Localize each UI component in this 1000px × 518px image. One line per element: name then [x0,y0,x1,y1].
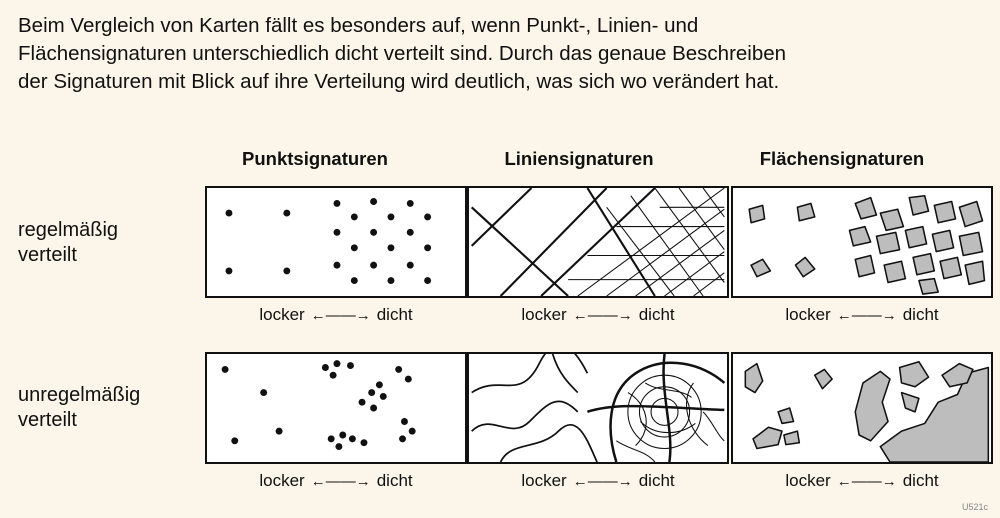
scale-label-dense: dicht [638,471,675,490]
row-label-irregular-line2: verteilt [18,409,77,431]
scale-label-dense: dicht [902,471,939,490]
double-arrow-icon: ←——→ [836,307,897,324]
panel-areas-irregular [731,352,993,464]
points-regular-graphic [207,188,465,296]
double-arrow-icon: ←——→ [310,307,371,324]
row-label-regular-line1: regelmäßig [18,219,119,241]
scale-label-loose: locker [521,305,567,324]
scale-lines-regular [467,305,729,325]
areas-irregular-graphic [733,354,991,462]
row-label-regular [18,218,118,268]
scale-label-loose: locker [521,471,567,490]
double-arrow-icon: ←——→ [310,473,371,490]
scale-points-irregular [205,471,467,491]
scale-label-loose: locker [785,471,831,490]
double-arrow-icon: ←——→ [836,473,897,490]
scale-lines-irregular [467,471,729,491]
column-heading-areas: Flächensignaturen [759,148,925,169]
row-label-regular-line2: verteilt [18,244,77,266]
double-arrow-icon: ←——→ [572,307,633,324]
scale-areas-regular [731,305,993,325]
intro-line-3: der Signaturen mit Blick auf ihre Verteilung wird deutlich, was sich wo verändert hat. [18,70,780,93]
scale-label-loose: locker [259,471,305,490]
lines-regular-graphic [469,188,727,296]
scale-label-loose: locker [785,305,831,324]
intro-line-2: Flächensignaturen unterschiedlich dicht verteilt sind. Durch das genaue Beschreiben [18,42,787,65]
row-label-irregular-line1: unregelmäßig [18,384,141,406]
panel-points-regular [205,186,467,298]
points-irregular-graphic [207,354,465,462]
scale-label-dense: dicht [902,305,939,324]
scale-label-loose: locker [259,305,305,324]
intro-line-1: Beim Vergleich von Karten fällt es besonders auf, wenn Punkt-, Linien- und [18,14,699,37]
scale-label-dense: dicht [376,305,413,324]
intro-text [18,12,978,96]
panel-lines-irregular [467,352,729,464]
image-code: U521c [961,502,988,512]
panel-points-irregular [205,352,467,464]
column-heading-lines: Liniensignaturen [504,148,654,169]
scale-points-regular [205,305,467,325]
column-heading-points: Punktsignaturen [242,148,388,169]
areas-regular-graphic [733,188,991,296]
scale-label-dense: dicht [638,305,675,324]
panel-lines-regular [467,186,729,298]
scale-label-dense: dicht [376,471,413,490]
double-arrow-icon: ←——→ [572,473,633,490]
row-label-irregular [18,383,140,433]
lines-irregular-graphic [469,354,727,462]
scale-areas-irregular [731,471,993,491]
panel-areas-regular [731,186,993,298]
